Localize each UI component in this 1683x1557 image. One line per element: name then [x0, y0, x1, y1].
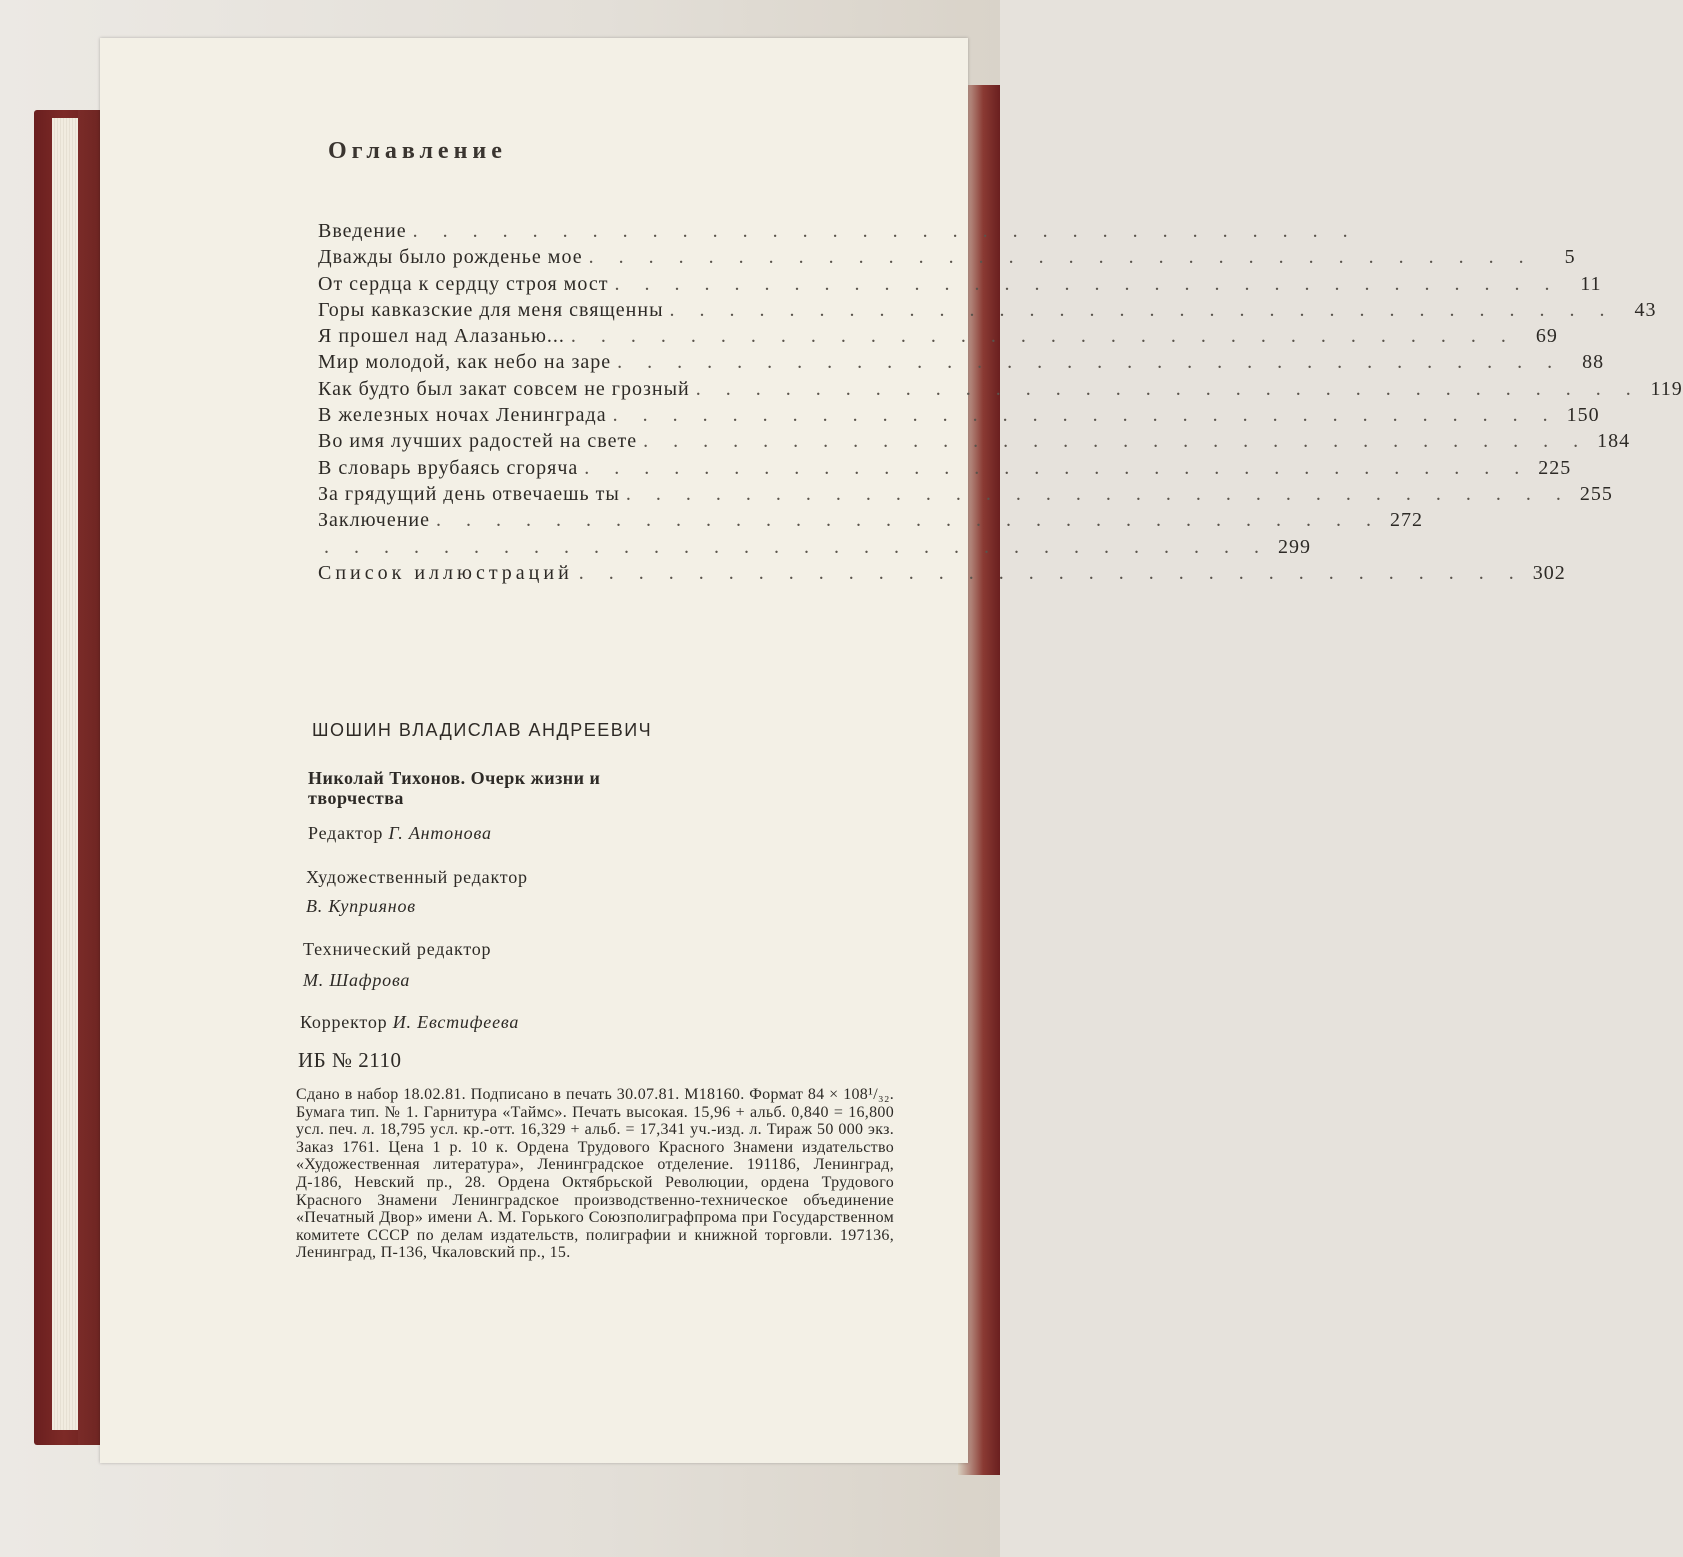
toc-page-number: 272 — [1390, 509, 1423, 532]
toc-entry — [318, 246, 1576, 272]
toc-leader-dots: . . . . . . . . . . . . . . . . . . . . . . . . . . . . . . . . — [324, 535, 1269, 558]
toc-page-number: 184 — [1597, 430, 1631, 453]
toc-entry — [318, 430, 1631, 456]
ib-number: ИБ № 2110 — [298, 1048, 402, 1072]
book-title: Николай Тихонов. Очерк жизни и творчества — [308, 768, 601, 808]
toc-page-number: 43 — [1634, 298, 1657, 321]
toc-entry — [318, 404, 1600, 430]
toc-entry — [318, 272, 1602, 299]
toc-entry — [318, 325, 1558, 351]
toc-entry-title: Во имя лучших радостей на свете — [318, 430, 638, 453]
toc-entry-title: Дважды было рожденье мое — [318, 246, 583, 269]
toc-entry — [318, 377, 1683, 404]
toc-entry-title: Мир молодой, как небо на заре — [318, 351, 612, 374]
toc-entry — [318, 509, 1423, 535]
toc-leader-dots: . . . . . . . . . . . . . . . . . . . . . . . . . . . . . . . . — [588, 246, 1534, 269]
toc-entry-title: Горы кавказские для меня священны — [318, 298, 664, 321]
toc-entry-title: Я прошел над Алазанью... — [318, 325, 565, 348]
toc-entry-title: От сердца к сердцу строя мост — [318, 272, 609, 295]
toc-entry — [318, 561, 1566, 588]
toc-page-number: 88 — [1582, 351, 1605, 374]
toc-entry-title: Заключение — [318, 509, 430, 532]
toc-entry-title: Список иллюстраций — [318, 561, 573, 584]
proofreader-name: И. Евстифеева — [392, 1012, 520, 1032]
toc-leader-dots: . . . . . . . . . . . . . . . . . . . . . . . . . . . . . . . . — [669, 298, 1615, 321]
tech-editor-label: Технический редактор — [303, 939, 492, 959]
toc-entry — [318, 482, 1613, 509]
toc-entry-title: В словарь врубаясь сгоряча — [318, 456, 579, 479]
toc-entry-title: Введение — [318, 220, 407, 242]
tech-editor-name: М. Шафрова — [303, 970, 411, 990]
toc-leader-dots: . . . . . . . . . . . . . . . . . . . . . . . . . . . . . . . . — [584, 456, 1530, 479]
tech-editor-name-wrap — [303, 970, 410, 991]
toc-leader-dots: . . . . . . . . . . . . . . . . . . . . . . . . . . . . . . . . — [617, 351, 1563, 374]
art-editor-label: Художественный редактор — [306, 867, 528, 887]
toc-page-number: 299 — [1278, 535, 1311, 558]
art-editor-name: В. Куприянов — [306, 896, 416, 916]
toc-leader-dots: . . . . . . . . . . . . . . . . . . . . . . . . . . . . . . . . — [578, 561, 1524, 584]
toc-entry — [318, 351, 1605, 377]
toc-entry-title: В железных ночах Ленинграда — [318, 404, 607, 427]
toc-entry — [318, 298, 1657, 325]
toc-entry — [318, 220, 1358, 246]
toc-page-number: 150 — [1566, 404, 1600, 427]
book-page — [100, 38, 1683, 1463]
toc-page-number: 11 — [1580, 272, 1602, 295]
toc-leader-dots: . . . . . . . . . . . . . . . . . . . . . . . . . . . . . . . . — [614, 272, 1560, 295]
toc-page-number: 5 — [1564, 246, 1576, 269]
proofreader-credit — [300, 1012, 519, 1033]
toc-entry-title: Как будто был закат совсем не грозный — [318, 377, 690, 400]
art-editor-name-wrap — [306, 896, 416, 917]
toc-leader-dots: . . . . . . . . . . . . . . . . . . . . . . . . . . . . . . . . — [436, 509, 1381, 532]
toc-title: Оглавление — [328, 138, 507, 164]
toc-leader-dots: . . . . . . . . . . . . . . . . . . . . . . . . . . . . . . . . — [625, 482, 1571, 505]
toc-page-number: 255 — [1579, 482, 1613, 505]
toc-page-number: 69 — [1535, 325, 1558, 348]
editor-label: Редактор — [308, 823, 384, 843]
author-name: ШОШИН ВЛАДИСЛАВ АНДРЕЕВИЧ — [312, 720, 653, 740]
toc-page-number: 225 — [1538, 456, 1572, 479]
editor-name: Г. Антонова — [388, 823, 492, 843]
toc-leader-dots: . . . . . . . . . . . . . . . . . . . . . . . . . . . . . . . . — [643, 430, 1589, 453]
table-of-contents — [318, 220, 1683, 588]
toc-entry — [318, 535, 1311, 562]
toc-entry — [318, 456, 1572, 483]
toc-leader-dots: . . . . . . . . . . . . . . . . . . . . . . . . . . . . . . . . — [695, 377, 1641, 400]
toc-page-number: 119 — [1650, 377, 1683, 400]
toc-leader-dots: . . . . . . . . . . . . . . . . . . . . . . . . . . . . . . . . — [412, 220, 1358, 242]
proofreader-label: Корректор — [300, 1012, 388, 1032]
toc-page-number: 302 — [1532, 561, 1566, 584]
imprint-text: Сдано в набор 18.02.81. Подписано в печать 30.07.81. М18160. Формат 84 × 108¹/₃₂. Бумага тип. № 1. Гарнитура «Таймс». Печать высокая. 15,96 + альб. 0,840 = 16,800 усл. печ. л. 18,795 усл. кр.-отт. 16,329 + альб. = 17,341 уч.-изд. л. Тираж 50 000 экз. Заказ 1761. Цена 1 р. 10 к. Ордена Трудового Красного Знамени издательство «Художественная литература», Ленинградское отделение. 191186, Ленинград, Д-186, Невский пр., 28. Ордена Октябрьской Революции, ордена Трудового Красного Знамени Ленинградское производственно-техническое объединение «Печатный Двор» имени А. М. Горького Союзполиграфпрома при Государственном комитете СССР по делам издательств, полиграфии и книжной торговли. 197136, Ленинград, П-136, Чкаловский пр., 15. — [296, 1086, 894, 1262]
toc-leader-dots: . . . . . . . . . . . . . . . . . . . . . . . . . . . . . . . . — [570, 325, 1516, 348]
toc-leader-dots: . . . . . . . . . . . . . . . . . . . . . . . . . . . . . . . . — [612, 404, 1558, 427]
toc-entry-title: За грядущий день отвечаешь ты — [318, 482, 620, 505]
editor-credit — [308, 823, 492, 844]
